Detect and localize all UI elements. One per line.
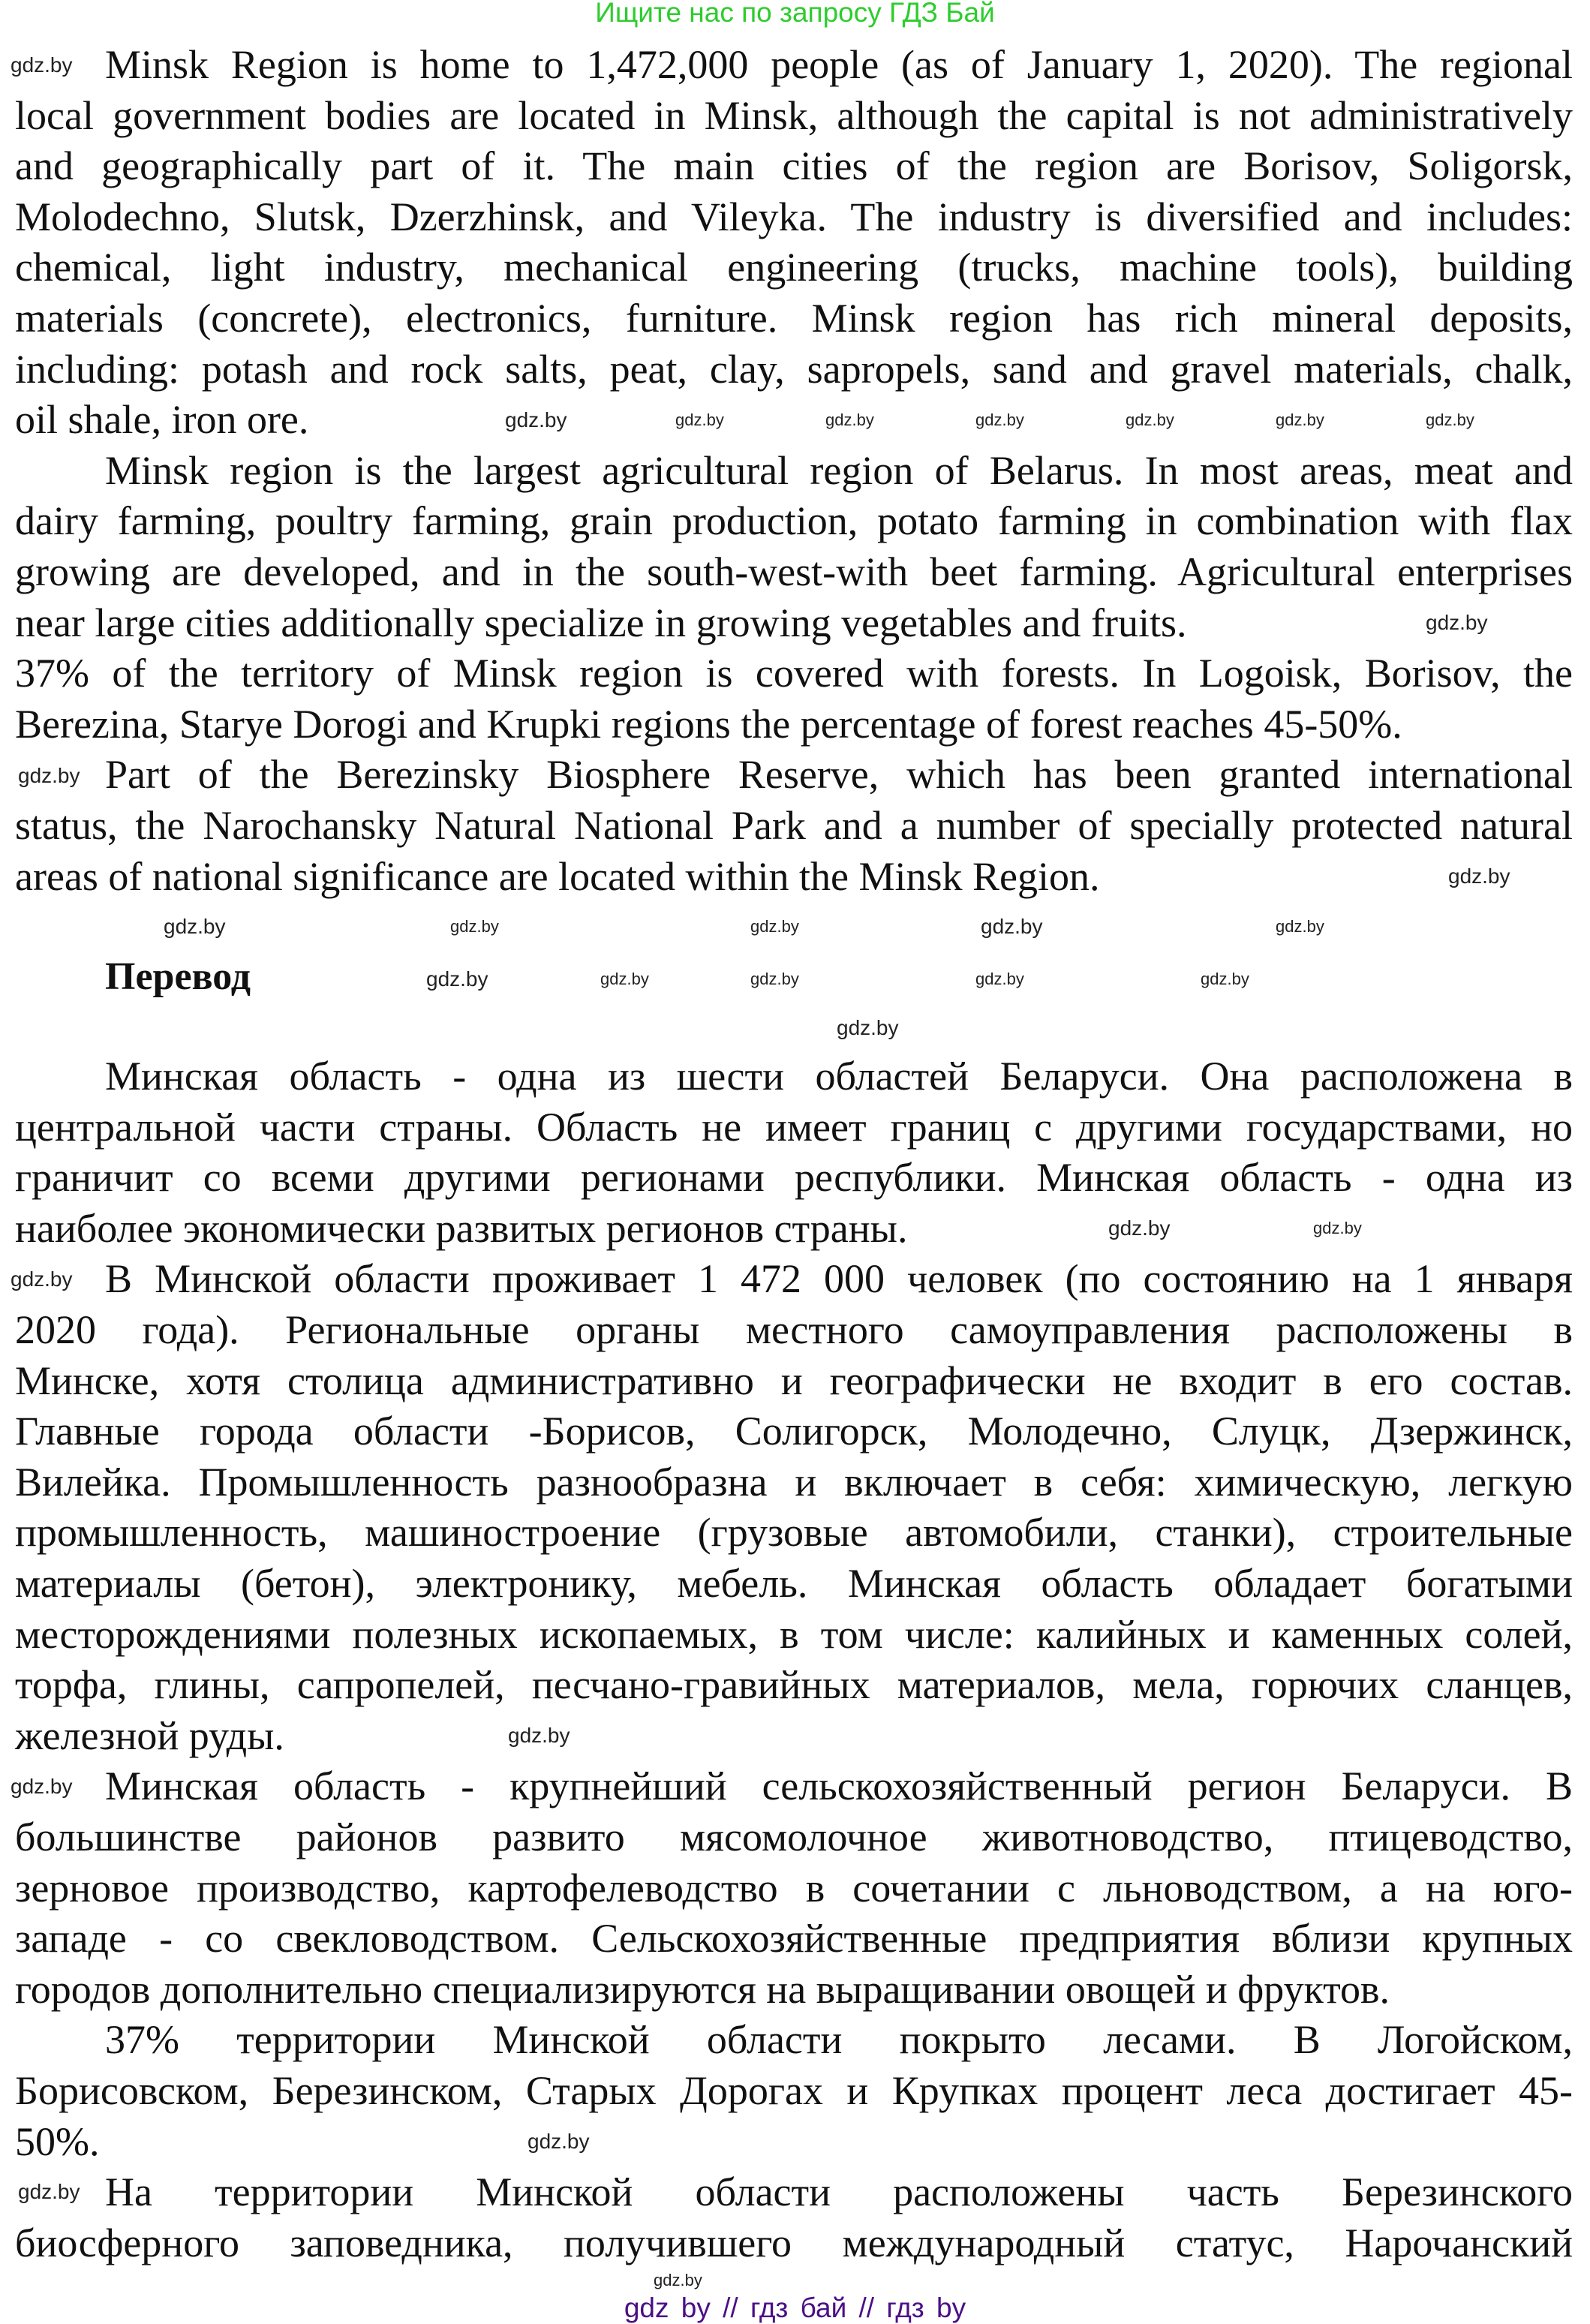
text-line-content: Минская область - одна из шести областей Беларуси. Она расположена в [105,1054,1573,1099]
text-line [15,852,1573,902]
text-line [105,40,1573,90]
text-line [15,1965,1573,2015]
text-line-content: 2020 года). Региональные органы местного самоуправления расположены в [15,1307,1573,1352]
text-line [15,648,1573,699]
watermark: gdz.by [600,970,649,988]
watermark: gdz.by [426,967,488,991]
text-line-content: наиболее экономически развитых регионов страны. [15,1205,908,1251]
watermark: gdz.by [1276,917,1324,936]
watermark: gdz.by [975,970,1024,988]
watermark: gdz.by [1426,611,1488,634]
text-line-content: local government bodies are located in Minsk, although the capital is not administratively [15,92,1573,138]
text-line-content: Minsk Region is home to 1,472,000 people (as of January 1, 2020). The regional [105,42,1573,87]
text-line-content: Вилейка. Промышленность разнообразна и включает в себя: химическую, легкую [15,1459,1573,1505]
watermark: gdz.by [981,915,1043,938]
text-line [15,1356,1573,1406]
text-line [15,2218,1573,2268]
text-line-content: биосферного заповедника, получившего международный статус, Нарочанский [15,2220,1573,2265]
text-line [105,1254,1573,1304]
text-line-content: Минская область - крупнейший сельскохозяйственный регион Беларуси. В [105,1763,1573,1809]
text-line [15,1711,1573,1761]
text-line-content: На территории Минской области расположены часть Березинского [105,2169,1573,2215]
text-line-content: Berezina, Starye Dorogi and Krupki regions the percentage of forest reaches 45-50%. [15,701,1402,747]
top-banner[interactable]: Ищите нас по запросу ГДЗ Бай [595,0,995,28]
text-line [15,1559,1573,1609]
watermark: gdz.by [11,1267,73,1291]
text-line-content: including: potash and rock salts, peat, clay, sapropels, sand and gravel materials, chalk, [15,346,1573,392]
text-line-content: Molodechno, Slutsk, Dzerzhinsk, and Vileyka. The industry is diversified and includes: [15,194,1573,239]
text-line-content: 37% of the territory of Minsk region is covered with forests. In Logoisk, Borisov, the [15,651,1573,696]
text-line [105,1761,1573,1811]
watermark: gdz.by [450,917,499,936]
bottom-banner[interactable]: gdz by // гдз бай // гдз by [624,2292,966,2323]
text-line-content: западе - со свекловодством. Сельскохозяйственные предприятия вблизи крупных [15,1916,1573,1962]
text-line-content: near large cities additionally specialize in growing vegetables and fruits. [15,600,1187,645]
text-line [15,192,1573,242]
text-line [15,699,1573,750]
text-line [15,1102,1573,1153]
text-line-content: materials (concrete), electronics, furniture. Minsk region has rich mineral deposits, [15,296,1573,341]
text-line-content: промышленность, машиностроение (грузовые автомобили, станки), строительные [15,1510,1573,1556]
text-line [15,2117,1573,2167]
text-line-content: chemical, light industry, mechanical engineering (trucks, machine tools), building [15,245,1573,290]
watermark: gdz.by [1426,410,1474,429]
watermark: gdz.by [11,1775,73,1798]
text-line-content: oil shale, iron ore. [15,397,309,443]
text-line [15,1914,1573,1964]
text-line-content: В Минской области проживает 1 472 000 человек (по состоянию на 1 января [105,1256,1573,1302]
text-line [15,1660,1573,1710]
text-line [105,2015,1573,2065]
text-line-content: большинстве районов развито мясомолочное животноводство, птицеводство, [15,1814,1573,1860]
text-line [15,91,1573,141]
text-line-content: 37% территории Минской области покрыто лесами. В Логойском, [105,2017,1573,2063]
text-line [15,2066,1573,2116]
watermark: gdz.by [1313,1219,1362,1237]
text-line [15,1812,1573,1863]
text-line-content: Part of the Berezinsky Biosphere Reserve, which has been granted international [105,752,1573,798]
watermark: gdz.by [164,915,226,938]
text-line-content: центральной части страны. Область не имеет границ с другими государствами, но [15,1104,1573,1150]
text-line-content: торфа, глины, сапропелей, песчано-гравийных материалов, мела, горючих сланцев, [15,1662,1573,1708]
text-line [15,1406,1573,1457]
text-line-content: материалы (бетон), электронику, мебель. Минская область обладает богатыми [15,1561,1573,1606]
text-line [15,1508,1573,1558]
watermark: gdz.by [18,764,80,787]
watermark: gdz.by [837,1016,899,1039]
text-line [15,1457,1573,1508]
text-line-content: and geographically part of it. The main cities of the region are Borisov, Soligorsk, [15,143,1573,189]
watermark: gdz.by [1276,410,1324,429]
watermark: gdz.by [505,408,567,431]
text-line [15,344,1573,395]
text-line [15,1153,1573,1203]
text-line-content: зерновое производство, картофелеводство в сочетании с льноводством, а на юго- [15,1865,1573,1911]
text-line-content: Minsk region is the largest agricultural region of Belarus. In most areas, meat and [105,447,1573,493]
watermark: gdz.by [1126,410,1174,429]
watermark: gdz.by [654,2271,702,2289]
text-line-content: Минске, хотя столица административно и географически не входит в его состав. [15,1357,1573,1403]
text-line-content: Борисовском, Березинском, Старых Дорогах и Крупках процент леса достигает 45- [15,2068,1573,2113]
text-line-content: граничит со всеми другими регионами республики. Минская область - одна из [15,1155,1573,1201]
text-line-content: 50%. [15,2118,100,2164]
text-line-content: железной руды. [15,1712,284,1758]
text-line [15,293,1573,344]
text-line [105,2167,1573,2217]
text-line [15,242,1573,293]
text-line-content: growing are developed, and in the south-west-with beet farming. Agricultural enterprises [15,549,1573,594]
text-line-content: status, the Narochansky Natural National Park and a number of specially protected natural [15,803,1573,848]
text-line-content: Главные города области -Борисов, Солигорск, Молодечно, Слуцк, Дзержинск, [15,1409,1573,1454]
text-line [15,496,1573,546]
watermark: gdz.by [750,917,799,936]
text-line [15,395,1573,445]
text-line [15,547,1573,597]
text-line [105,446,1573,496]
watermark: gdz.by [508,1724,570,1747]
text-line [15,1305,1573,1355]
watermark: gdz.by [11,53,73,77]
watermark: gdz.by [750,970,799,988]
text-line [15,141,1573,191]
watermark: gdz.by [1448,864,1510,888]
text-line [15,1863,1573,1914]
text-line-content: городов дополнительно специализируются на выращивании овощей и фруктов. [15,1966,1390,2012]
text-line [15,1610,1573,1660]
text-line [15,598,1573,648]
text-line-content: dairy farming, poultry farming, grain production, potato farming in combination with flax [15,498,1573,544]
watermark: gdz.by [527,2130,590,2153]
watermark: gdz.by [825,410,874,429]
watermark: gdz.by [1201,970,1249,988]
text-line [105,750,1573,800]
text-line-content: areas of national significance are located within the Minsk Region. [15,853,1100,899]
watermark: gdz.by [18,2180,80,2203]
text-line [105,1051,1573,1102]
text-line-content: месторождениями полезных ископаемых, в том числе: калийных и каменных солей, [15,1611,1573,1657]
text-line [15,801,1573,851]
watermark: gdz.by [975,410,1024,429]
watermark: gdz.by [675,410,724,429]
watermark: gdz.by [1108,1216,1171,1240]
translation-heading: Перевод [105,955,251,998]
